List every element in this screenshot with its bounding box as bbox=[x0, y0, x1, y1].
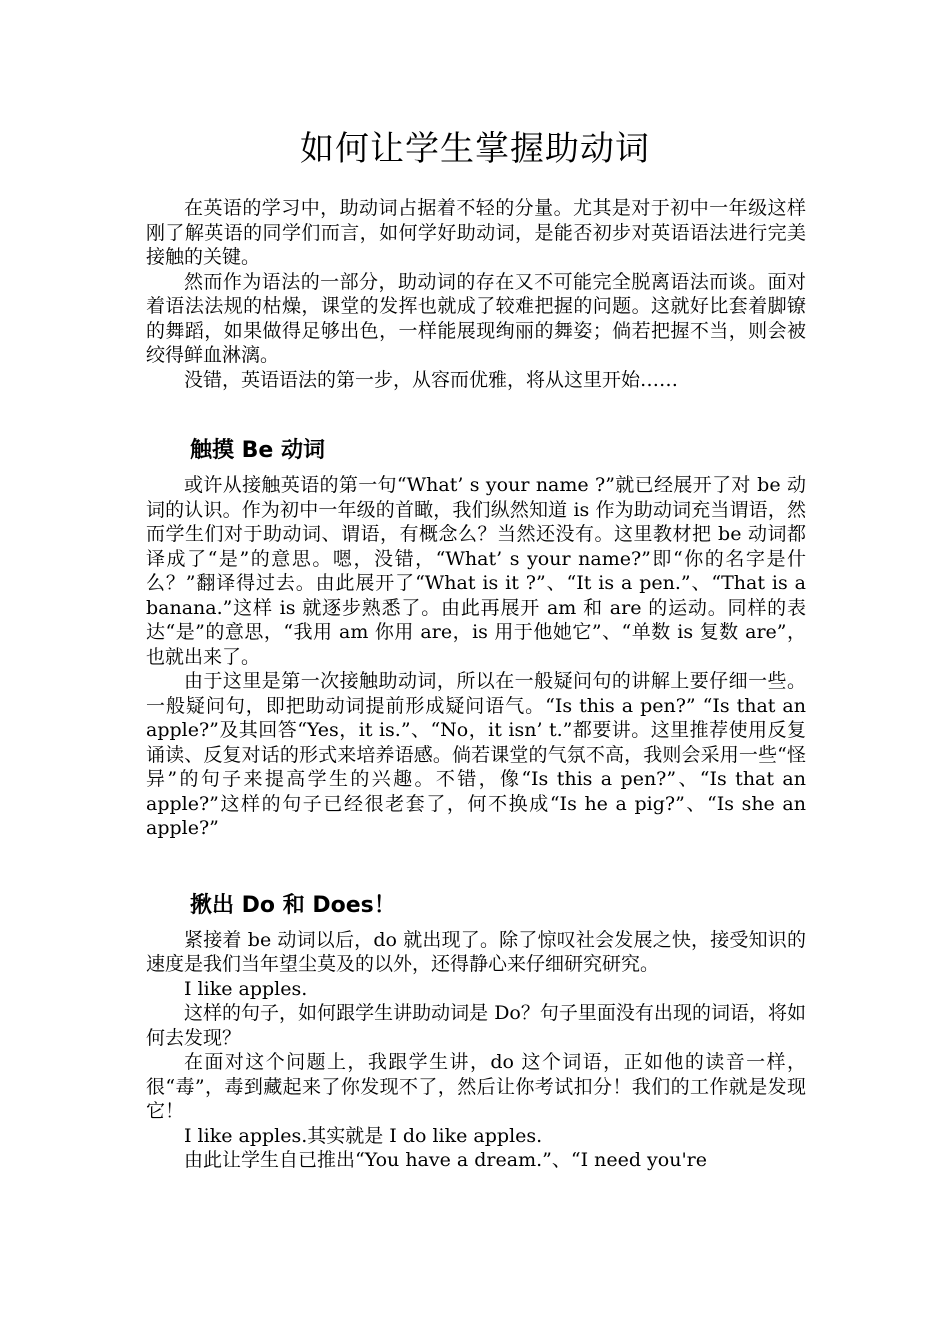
section1-paragraph: 由于这里是第一次接触助动词，所以在一般疑问句的讲解上要仔细一些。一般疑问句，即把助动词提前形成疑问语气。“Is this a pen?” “Is that an apple?”及其回答“Yes，it is.”、“No，it isn’ t.”都要讲。这里推荐使用反复诵读、反复对话的形式来培养语感。倘若课堂的气氛不高，我则会采用一些“怪异”的句子来提高学生的兴趣。不错，像“Is this a pen?”、“Is that an apple?”这样的句子已经很老套了，何不换成“Is he a pig?”、“Is she an apple?” bbox=[146, 670, 806, 839]
section-heading-be-verb: 触摸 Be 动词 bbox=[190, 438, 326, 463]
section2-paragraph: 由此让学生自已推出“You have a dream.”、“I need you're bbox=[184, 1149, 708, 1171]
section2-example: I like apples.其实就是 I do like apples. bbox=[184, 1124, 543, 1147]
intro-paragraph: 然而作为语法的一部分，助动词的存在又不可能完全脱离语法而谈。面对着语法法规的枯燥，课堂的发挥也就成了较难把握的问题。这就好比套着脚镣的舞蹈，如果做得足够出色，一样能展现绚丽的舞姿；倘若把握不当，则会被绞得鲜血淋漓。 bbox=[146, 270, 806, 366]
section2-paragraph: 在面对这个问题上，我跟学生讲，do 这个词语，正如他的读音一样，很“毒”，毒到藏起来了你发现不了，然后让你考试扣分！我们的工作就是发现它！ bbox=[146, 1051, 806, 1122]
section2-paragraph: 这样的句子，如何跟学生讲助动词是 Do？句子里面没有出现的词语，将如何去发现？ bbox=[146, 1002, 806, 1049]
page-title: 如何让学生掌握助动词 bbox=[300, 129, 650, 169]
section1-paragraph: 或许从接触英语的第一句“What’ s your name ?”就已经展开了对 be 动词的认识。作为初中一年级的首瞰，我们纵然知道 is 作为助动词充当谓语，然而学生们对于助动词、谓语，有概念么？当然还没有。这里教材把 be 动词都译成了“是”的意思。嗯，没错，“What’ s your name?”即“你的名字是什么？”翻译得过去。由此展开了“What is it ?”、“It is a pen.”、“That is a banana.”这样 is 就逐步熟悉了。由此再展开 am 和 are 的运动。同样的表达“是”的意思，“我用 am 你用 are，is 用于他她它”、“单数 is 复数 are”，也就出来了。 bbox=[146, 474, 806, 668]
intro-paragraph: 在英语的学习中，助动词占据着不轻的分量。尤其是对于初中一年级这样刚了解英语的同学们而言，如何学好助动词，是能否初步对英语语法进行完美接触的关键。 bbox=[146, 197, 806, 268]
section2-example: I like apples. bbox=[184, 977, 308, 1000]
intro-paragraph: 没错，英语语法的第一步，从容而优雅，将从这里开始…… bbox=[184, 368, 679, 391]
document-body bbox=[146, 196, 806, 1173]
section2-paragraph: 紧接着 be 动词以后，do 就出现了。除了惊叹社会发展之快，接受知识的速度是我们当年望尘莫及的以外，还得静心来仔细研究研究。 bbox=[146, 928, 806, 975]
section-heading-do-does: 揪出 Do 和 Does！ bbox=[190, 892, 396, 918]
